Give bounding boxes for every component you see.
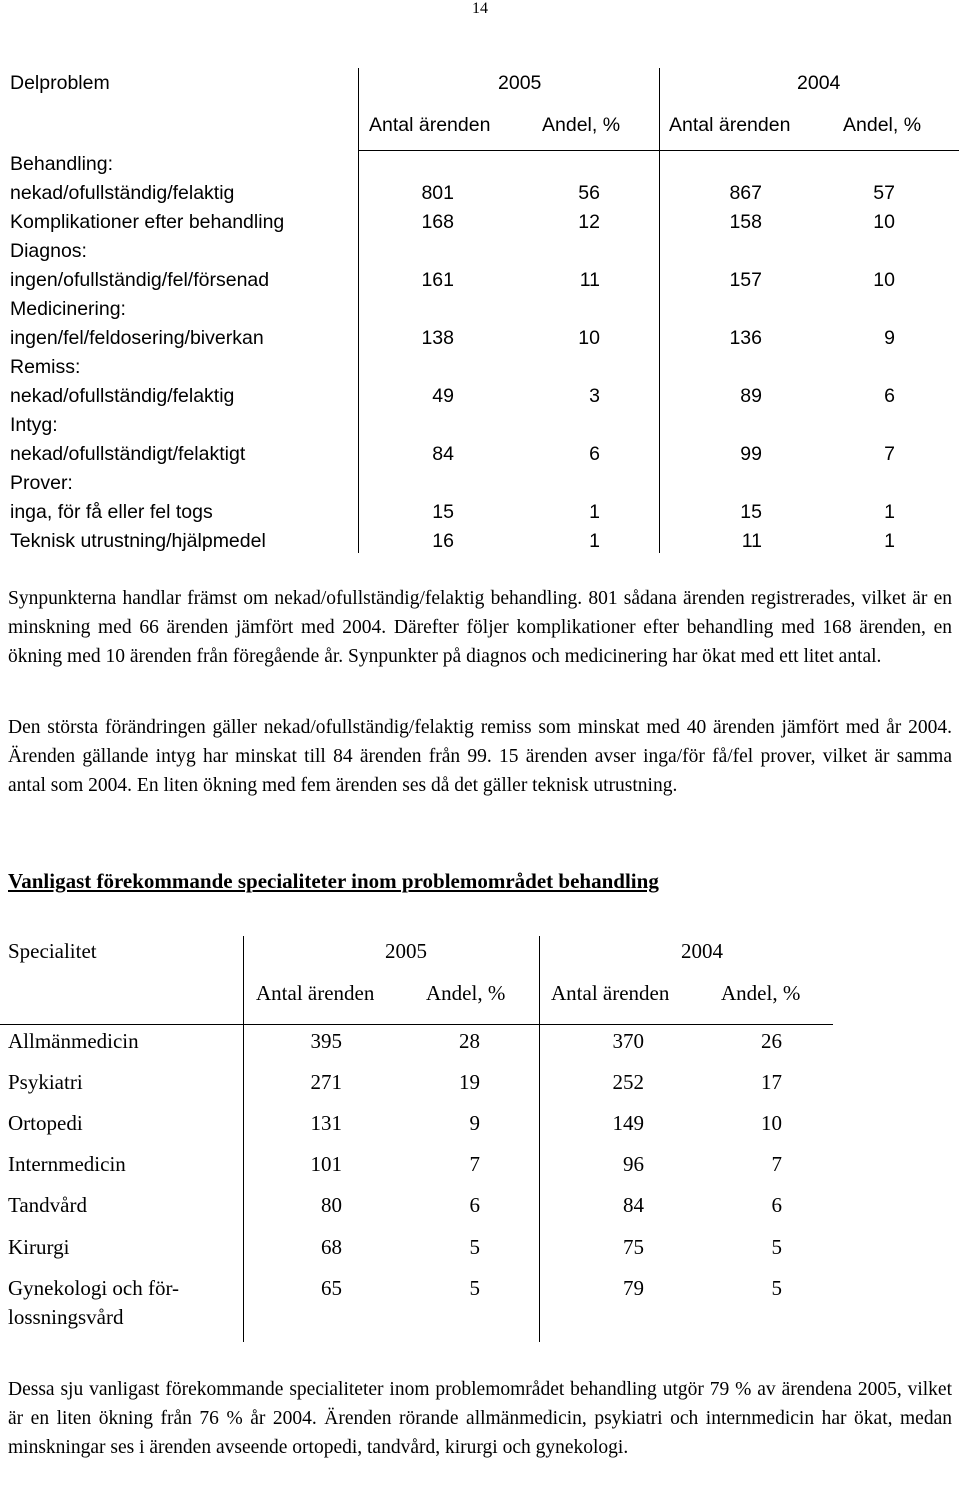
table1-group-label: Intyg: <box>10 414 58 436</box>
table2-cell-andel-2004: 6 <box>771 1193 782 1217</box>
table2-cell-andel-2005: 7 <box>469 1152 480 1176</box>
table1-group-label: Remiss: <box>10 356 81 378</box>
table1-row-label: nekad/ofullständig/felaktig <box>10 182 235 204</box>
table1-sub-antal-2005: Antal ärenden <box>369 114 491 136</box>
paragraph-1: Synpunkterna handlar främst om nekad/ofullständig/felaktig behandling. 801 sådana ärenden registrerades, vilket är en minskning med 66 ärenden jämfört med 2004. Därefter följer komplikationer efter behandling med 168 ärenden, en ökning med 10 ärenden från föregående år. Synpunkter på diagnos och medicinering har ökat med ett litet antal. <box>8 588 952 667</box>
table2-row-label: Ortopedi <box>8 1111 83 1135</box>
table1-cell-andel-2004: 7 <box>884 443 895 465</box>
table2-cell-andel-2004: 7 <box>771 1152 782 1176</box>
table2-sub-andel-2004: Andel, % <box>721 981 801 1005</box>
table1-group-label: Behandling: <box>10 153 114 175</box>
table1-cell-andel-2004: 10 <box>873 211 895 233</box>
table1-cell-andel-2004: 6 <box>884 385 895 407</box>
table2-cell-antal-2004: 84 <box>623 1193 644 1217</box>
table1-cell-andel-2005: 3 <box>589 385 600 407</box>
table2-cell-andel-2004: 5 <box>771 1276 782 1300</box>
table2-divider-year <box>539 936 540 1342</box>
table1-cell-antal-2004: 157 <box>729 269 762 291</box>
table1-sub-andel-2004: Andel, % <box>843 114 922 136</box>
table2-cell-antal-2004: 79 <box>623 1276 644 1300</box>
table2-cell-antal-2005: 271 <box>310 1070 342 1094</box>
table2-row-label: Tandvård <box>8 1193 87 1217</box>
table1-sub-antal-2004: Antal ärenden <box>669 114 791 136</box>
table2-year-2004: 2004 <box>681 939 723 963</box>
paragraph-3: Dessa sju vanligast förekommande specialiteter inom problemområdet behandling utgör 79 % av ärendena 2005, vilket är en liten ökning från 76 % år 2004. Ärenden rörande allmänmedicin, psykiatri och internmedicin har ökat, medan minskningar ses i ärenden avseende ortopedi, tandvård, kirurgi och gynekologi. <box>8 1379 952 1458</box>
table1-cell-antal-2005: 161 <box>421 269 454 291</box>
table2-cell-antal-2004: 75 <box>623 1235 644 1259</box>
table2-sub-andel-2005: Andel, % <box>426 981 506 1005</box>
table1-row-label: nekad/ofullständigt/felaktigt <box>10 443 246 465</box>
table2-cell-andel-2005: 5 <box>469 1276 480 1300</box>
table1-cell-antal-2005: 168 <box>421 211 454 233</box>
table1-cell-antal-2004: 867 <box>729 182 762 204</box>
table1-group-label: Diagnos: <box>10 240 87 262</box>
table1-year-2004: 2004 <box>797 72 841 94</box>
table1-cell-andel-2004: 10 <box>873 269 895 291</box>
table2-cell-antal-2005: 68 <box>321 1235 342 1259</box>
table1-cell-andel-2005: 12 <box>578 211 600 233</box>
table2-col-label: Specialitet <box>8 939 97 963</box>
table2-cell-antal-2005: 395 <box>310 1029 342 1053</box>
table1-cell-antal-2005: 15 <box>432 501 454 523</box>
table2-sub-antal-2005: Antal ärenden <box>256 981 375 1005</box>
table1-cell-antal-2004: 15 <box>740 501 762 523</box>
table1-cell-andel-2005: 56 <box>578 182 600 204</box>
table2-cell-andel-2004: 26 <box>761 1029 782 1053</box>
table2-cell-andel-2005: 28 <box>459 1029 480 1053</box>
table2-cell-antal-2004: 96 <box>623 1152 644 1176</box>
table1-row-label: nekad/ofullständig/felaktig <box>10 385 235 407</box>
table2-cell-antal-2004: 370 <box>612 1029 644 1053</box>
table1-cell-antal-2004: 11 <box>741 530 762 552</box>
table1-cell-antal-2005: 16 <box>432 530 454 552</box>
table1-group-label: Prover: <box>10 472 73 494</box>
table2-cell-andel-2005: 6 <box>469 1193 480 1217</box>
table1-year-2005: 2005 <box>498 72 542 94</box>
table2-cell-antal-2004: 149 <box>612 1111 644 1135</box>
table2-cell-antal-2005: 131 <box>310 1111 342 1135</box>
table1-cell-antal-2005: 84 <box>432 443 454 465</box>
table1-cell-andel-2004: 1 <box>884 501 895 523</box>
table2-row-label-line1: Gynekologi och för- <box>8 1276 180 1300</box>
section-heading: Vanligast förekommande specialiteter inom problemområdet behandling <box>8 869 659 893</box>
table1-cell-andel-2005: 10 <box>578 327 600 349</box>
table1-cell-andel-2004: 9 <box>884 327 895 349</box>
table1-row-label: ingen/fel/feldosering/biverkan <box>10 327 264 349</box>
table1-header-rule <box>358 150 959 151</box>
table1-cell-antal-2004: 99 <box>740 443 762 465</box>
page-number: 14 <box>472 0 488 17</box>
table2-row-label: Psykiatri <box>8 1070 83 1094</box>
table2-header-rule <box>0 1024 833 1025</box>
table1-cell-antal-2005: 138 <box>421 327 454 349</box>
table2-row-label: Kirurgi <box>8 1235 70 1259</box>
table2-cell-andel-2005: 19 <box>459 1070 480 1094</box>
table1-group-label: Medicinering: <box>10 298 126 320</box>
table1-cell-antal-2005: 801 <box>421 182 454 204</box>
table2-cell-andel-2005: 5 <box>469 1235 480 1259</box>
table1-cell-andel-2005: 11 <box>579 269 600 291</box>
table2-divider-label <box>243 936 244 1342</box>
table2-cell-antal-2004: 252 <box>612 1070 644 1094</box>
table1-row-label: inga, för få eller fel togs <box>10 501 213 523</box>
table1-cell-andel-2004: 57 <box>873 182 895 204</box>
table1-row-label: Komplikationer efter behandling <box>10 211 285 233</box>
table2-year-2005: 2005 <box>385 939 427 963</box>
table1-sub-andel-2005: Andel, % <box>542 114 621 136</box>
table1-cell-andel-2005: 6 <box>589 443 600 465</box>
table1-cell-antal-2004: 89 <box>740 385 762 407</box>
table2-cell-antal-2005: 101 <box>310 1152 342 1176</box>
table2-row-label: Allmänmedicin <box>8 1029 139 1053</box>
table1-divider-label <box>358 68 359 553</box>
table2-cell-andel-2004: 5 <box>771 1235 782 1259</box>
table1-cell-antal-2005: 49 <box>432 385 454 407</box>
table1-cell-andel-2005: 1 <box>589 530 600 552</box>
paragraph-2: Den största förändringen gäller nekad/ofullständig/felaktig remiss som minskat med 40 ärenden jämfört med år 2004. Ärenden gällande intyg har minskat till 84 ärenden från 99. 15 ärenden avser inga/för få/fel prover, vilket är samma antal som 2004. En liten ökning med fem ärenden ses då det gäller teknisk utrustning. <box>8 717 952 796</box>
table1-cell-andel-2005: 1 <box>589 501 600 523</box>
table2-row-label-line2: lossningsvård <box>8 1305 124 1329</box>
table1-col-label: Delproblem <box>10 72 110 94</box>
table2-row-label: Internmedicin <box>8 1152 126 1176</box>
table2-cell-antal-2005: 65 <box>321 1276 342 1300</box>
table1-row-label: ingen/ofullständig/fel/försenad <box>10 269 270 291</box>
table1-cell-andel-2004: 1 <box>884 530 895 552</box>
table2-cell-andel-2005: 9 <box>469 1111 480 1135</box>
table1-cell-antal-2004: 136 <box>729 327 762 349</box>
table2-cell-andel-2004: 10 <box>761 1111 782 1135</box>
table1-row-label: Teknisk utrustning/hjälpmedel <box>10 530 266 552</box>
table2-sub-antal-2004: Antal ärenden <box>551 981 670 1005</box>
table2-cell-andel-2004: 17 <box>761 1070 782 1094</box>
table1-divider-year <box>659 68 660 553</box>
table2-cell-antal-2005: 80 <box>321 1193 342 1217</box>
table1-cell-antal-2004: 158 <box>729 211 762 233</box>
